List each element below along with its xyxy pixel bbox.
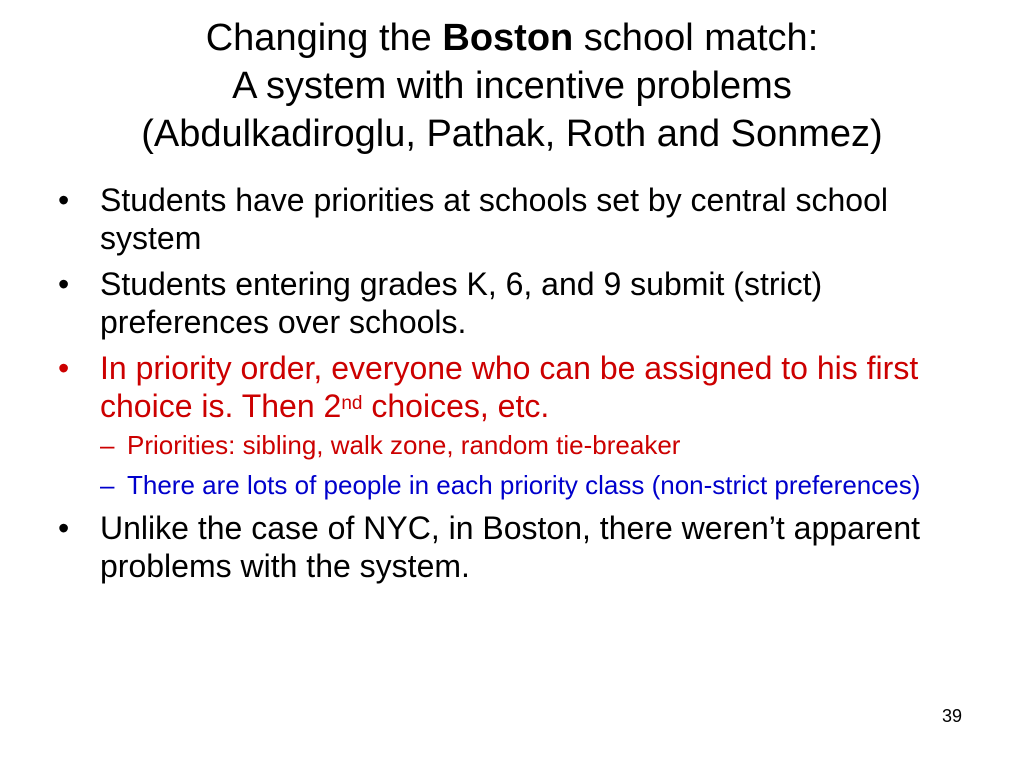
title-line-2: A system with incentive problems <box>232 65 792 107</box>
sub-bullet-item <box>100 469 978 501</box>
bullet-item <box>58 509 978 585</box>
bullet-item <box>58 181 978 257</box>
page-number: 39 <box>941 706 962 726</box>
bullet-text-pre: In priority order, everyone who can be assigned to his first choice is. Then 2 <box>100 350 919 424</box>
bullet-text-post: choices, etc. <box>362 388 550 424</box>
title-line-1-pre: Changing the <box>205 17 443 59</box>
title-boston: Boston <box>442 17 574 59</box>
bullet-marker: • <box>58 182 70 218</box>
bullet-text: Students have priorities at schools set by central school system <box>100 182 888 256</box>
title-line-3: (Abdulkadiroglu, Pathak, Roth and Sonmez) <box>141 113 883 155</box>
ordinal-superscript: nd <box>341 393 363 414</box>
sub-bullet-marker: – <box>100 430 115 460</box>
sub-bullet-text: Priorities: sibling, walk zone, random tie-breaker <box>127 430 681 460</box>
title-line-1 <box>0 14 1024 62</box>
bullet-text <box>100 350 918 424</box>
bullet-item <box>58 265 978 341</box>
bullet-marker: • <box>58 510 70 546</box>
sub-bullet-list <box>100 429 978 501</box>
bullet-marker: • <box>58 350 70 386</box>
bullet-text: Students entering grades K, 6, and 9 submit (strict) preferences over schools. <box>100 266 823 340</box>
bullet-marker: • <box>58 266 70 302</box>
sub-bullet-text: There are lots of people in each priority class (non-strict preferences) <box>127 470 921 500</box>
title-line-1-post: school match: <box>573 17 819 59</box>
bullet-item-highlighted <box>58 349 978 501</box>
bullet-list <box>58 181 978 593</box>
sub-bullet-item <box>100 429 978 461</box>
sub-bullet-marker: – <box>100 470 115 500</box>
slide-title <box>0 14 1024 158</box>
bullet-text: Unlike the case of NYC, in Boston, there weren’t apparent problems with the system. <box>100 510 920 584</box>
